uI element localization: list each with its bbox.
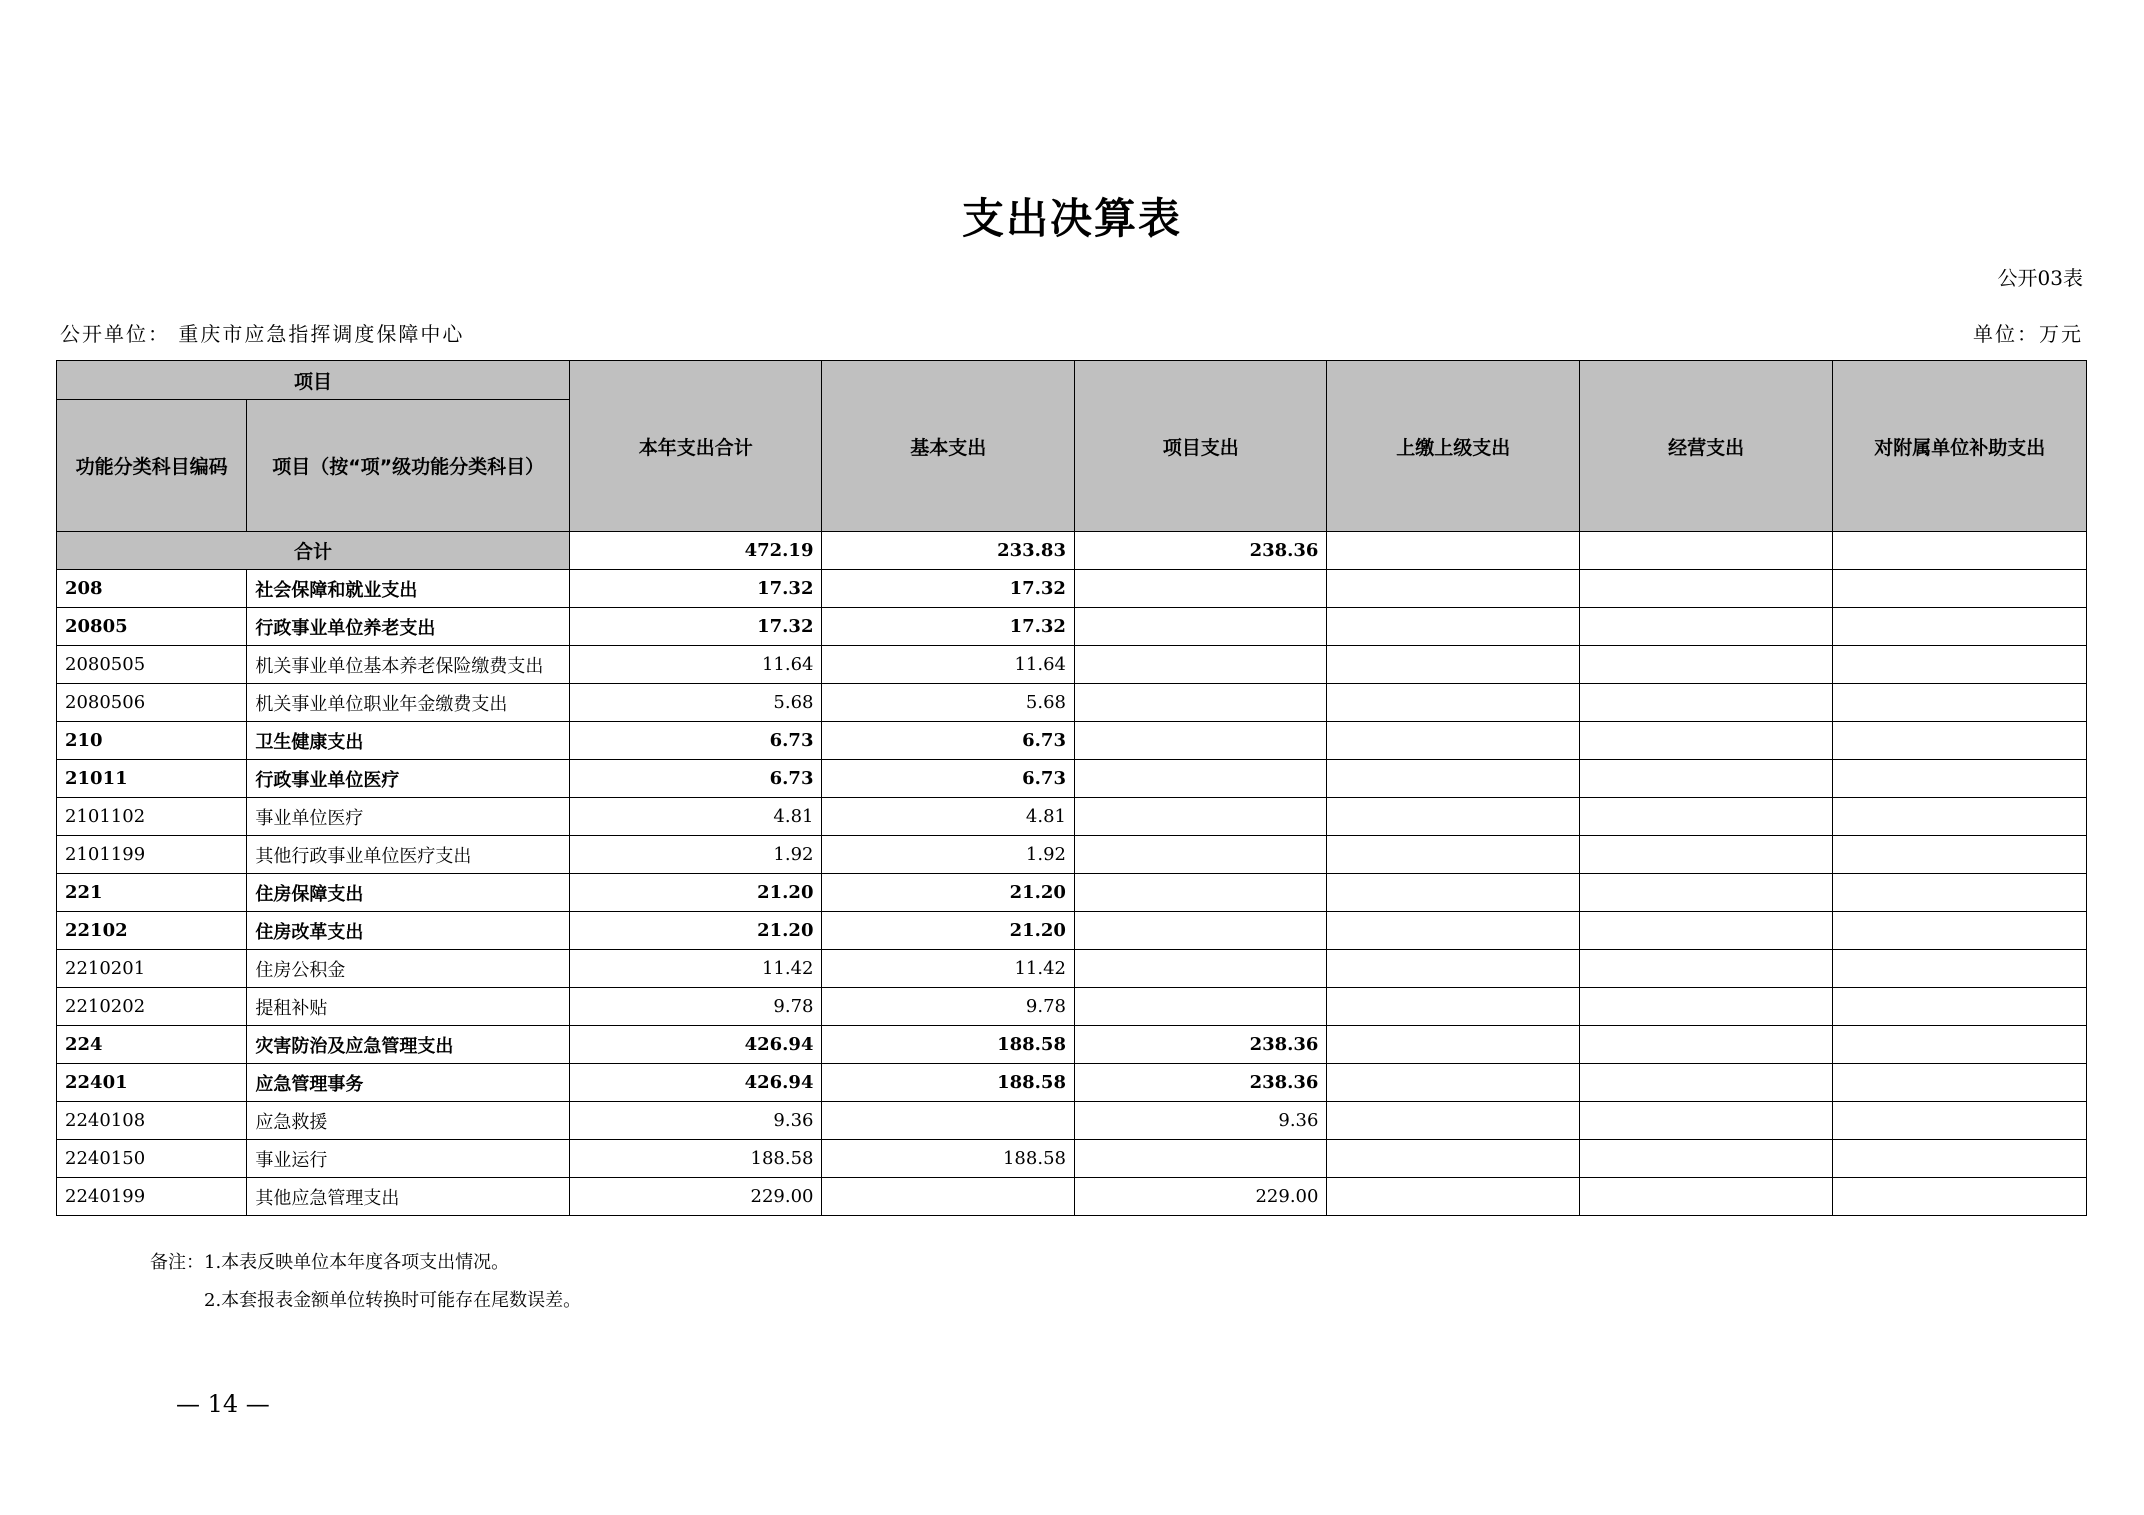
row-project <box>1074 608 1326 646</box>
row-basic: 11.64 <box>822 646 1074 684</box>
row-code: 20805 <box>57 608 247 646</box>
header-project: 项目 <box>57 361 570 400</box>
row-remit <box>1327 760 1579 798</box>
row-basic: 1.92 <box>822 836 1074 874</box>
notes <box>150 1244 581 1320</box>
row-basic: 5.68 <box>822 684 1074 722</box>
row-code: 2080505 <box>57 646 247 684</box>
note-line-1: 备注：1.本表反映单位本年度各项支出情况。 <box>150 1252 510 1273</box>
row-operating <box>1579 1026 1832 1064</box>
row-name: 事业运行 <box>247 1140 570 1178</box>
row-name: 其他应急管理支出 <box>247 1178 570 1216</box>
row-subsidy <box>1833 1064 2087 1102</box>
row-operating <box>1579 874 1832 912</box>
row-subsidy <box>1833 1026 2087 1064</box>
table-row <box>57 1178 2087 1216</box>
row-code: 2210202 <box>57 988 247 1026</box>
row-basic: 21.20 <box>822 912 1074 950</box>
row-remit <box>1327 570 1579 608</box>
row-code: 22401 <box>57 1064 247 1102</box>
row-project <box>1074 988 1326 1026</box>
row-operating <box>1579 836 1832 874</box>
row-project <box>1074 874 1326 912</box>
row-code: 2101102 <box>57 798 247 836</box>
row-total: 6.73 <box>570 760 822 798</box>
row-remit <box>1327 646 1579 684</box>
row-subsidy <box>1833 760 2087 798</box>
row-project: 229.00 <box>1074 1178 1326 1216</box>
row-remit <box>1327 1178 1579 1216</box>
row-operating <box>1579 1064 1832 1102</box>
row-subsidy <box>1833 988 2087 1026</box>
row-total: 11.64 <box>570 646 822 684</box>
row-operating <box>1579 760 1832 798</box>
row-total: 9.78 <box>570 988 822 1026</box>
row-basic <box>822 1102 1074 1140</box>
row-total: 426.94 <box>570 1064 822 1102</box>
table-row <box>57 684 2087 722</box>
row-remit <box>1327 684 1579 722</box>
row-project: 238.36 <box>1074 1026 1326 1064</box>
row-operating <box>1579 722 1832 760</box>
table-row <box>57 912 2087 950</box>
row-name: 应急救援 <box>247 1102 570 1140</box>
row-code: 2240150 <box>57 1140 247 1178</box>
row-name: 卫生健康支出 <box>247 722 570 760</box>
row-project: 9.36 <box>1074 1102 1326 1140</box>
total-c4 <box>1327 532 1579 570</box>
row-name: 事业单位医疗 <box>247 798 570 836</box>
row-total: 17.32 <box>570 570 822 608</box>
header-subsidy-expenditure: 对附属单位补助支出 <box>1833 361 2087 532</box>
table-row <box>57 798 2087 836</box>
row-total: 21.20 <box>570 912 822 950</box>
row-total: 1.92 <box>570 836 822 874</box>
row-code: 2101199 <box>57 836 247 874</box>
row-project <box>1074 684 1326 722</box>
row-code: 2240108 <box>57 1102 247 1140</box>
row-remit <box>1327 836 1579 874</box>
row-total: 17.32 <box>570 608 822 646</box>
expenditure-table <box>56 360 2087 1216</box>
row-code: 2210201 <box>57 950 247 988</box>
row-operating <box>1579 684 1832 722</box>
table-row <box>57 646 2087 684</box>
row-project <box>1074 836 1326 874</box>
row-operating <box>1579 912 1832 950</box>
table-row <box>57 1102 2087 1140</box>
table-row <box>57 760 2087 798</box>
row-project <box>1074 646 1326 684</box>
row-subsidy <box>1833 646 2087 684</box>
header-name: 项目（按“项”级功能分类科目） <box>247 400 570 532</box>
row-basic: 188.58 <box>822 1026 1074 1064</box>
row-total: 11.42 <box>570 950 822 988</box>
row-code: 208 <box>57 570 247 608</box>
row-remit <box>1327 608 1579 646</box>
row-name: 住房改革支出 <box>247 912 570 950</box>
row-basic: 21.20 <box>822 874 1074 912</box>
header-project-expenditure: 项目支出 <box>1074 361 1326 532</box>
table-row <box>57 722 2087 760</box>
table-row <box>57 874 2087 912</box>
row-remit <box>1327 798 1579 836</box>
row-subsidy <box>1833 1102 2087 1140</box>
row-name: 其他行政事业单位医疗支出 <box>247 836 570 874</box>
row-name: 行政事业单位医疗 <box>247 760 570 798</box>
row-remit <box>1327 874 1579 912</box>
row-basic: 6.73 <box>822 722 1074 760</box>
row-subsidy <box>1833 1178 2087 1216</box>
total-c6 <box>1833 532 2087 570</box>
form-number: 公开03表 <box>1997 266 2083 290</box>
row-basic <box>822 1178 1074 1216</box>
table-row <box>57 570 2087 608</box>
row-remit <box>1327 1140 1579 1178</box>
row-total: 4.81 <box>570 798 822 836</box>
row-operating <box>1579 570 1832 608</box>
row-basic: 17.32 <box>822 608 1074 646</box>
row-subsidy <box>1833 912 2087 950</box>
table-row <box>57 988 2087 1026</box>
table-row <box>57 1064 2087 1102</box>
row-subsidy <box>1833 684 2087 722</box>
row-remit <box>1327 722 1579 760</box>
row-name: 机关事业单位职业年金缴费支出 <box>247 684 570 722</box>
note-line-2: 2.本套报表金额单位转换时可能存在尾数误差。 <box>204 1290 582 1311</box>
table-row <box>57 950 2087 988</box>
row-basic: 188.58 <box>822 1140 1074 1178</box>
row-basic: 11.42 <box>822 950 1074 988</box>
row-code: 2080506 <box>57 684 247 722</box>
page-number: — 14 — <box>176 1390 270 1418</box>
table-row <box>57 836 2087 874</box>
row-project <box>1074 722 1326 760</box>
header-basic-expenditure: 基本支出 <box>822 361 1074 532</box>
row-name: 住房公积金 <box>247 950 570 988</box>
row-subsidy <box>1833 608 2087 646</box>
row-operating <box>1579 950 1832 988</box>
row-project <box>1074 950 1326 988</box>
row-project <box>1074 912 1326 950</box>
currency-unit: 单位：万元 <box>1973 322 2083 346</box>
row-total: 5.68 <box>570 684 822 722</box>
row-project: 238.36 <box>1074 1064 1326 1102</box>
row-total: 21.20 <box>570 874 822 912</box>
row-subsidy <box>1833 836 2087 874</box>
total-label: 合计 <box>57 532 570 570</box>
row-basic: 6.73 <box>822 760 1074 798</box>
row-project <box>1074 1140 1326 1178</box>
row-total: 9.36 <box>570 1102 822 1140</box>
row-subsidy <box>1833 722 2087 760</box>
row-name: 住房保障支出 <box>247 874 570 912</box>
total-row <box>57 532 2087 570</box>
table-row <box>57 1140 2087 1178</box>
row-operating <box>1579 1178 1832 1216</box>
row-total: 426.94 <box>570 1026 822 1064</box>
row-operating <box>1579 608 1832 646</box>
row-basic: 17.32 <box>822 570 1074 608</box>
row-remit <box>1327 1064 1579 1102</box>
row-name: 提租补贴 <box>247 988 570 1026</box>
row-remit <box>1327 1102 1579 1140</box>
total-c3: 238.36 <box>1074 532 1326 570</box>
row-remit <box>1327 1026 1579 1064</box>
page-title: 支出决算表 <box>961 194 1182 243</box>
row-code: 21011 <box>57 760 247 798</box>
row-name: 机关事业单位基本养老保险缴费支出 <box>247 646 570 684</box>
row-total: 6.73 <box>570 722 822 760</box>
row-basic: 4.81 <box>822 798 1074 836</box>
row-total: 229.00 <box>570 1178 822 1216</box>
row-basic: 9.78 <box>822 988 1074 1026</box>
header-remit-expenditure: 上缴上级支出 <box>1327 361 1579 532</box>
total-c1: 472.19 <box>570 532 822 570</box>
row-operating <box>1579 646 1832 684</box>
row-code: 210 <box>57 722 247 760</box>
row-project <box>1074 570 1326 608</box>
row-remit <box>1327 988 1579 1026</box>
total-c5 <box>1579 532 1832 570</box>
row-name: 行政事业单位养老支出 <box>247 608 570 646</box>
row-operating <box>1579 988 1832 1026</box>
row-code: 221 <box>57 874 247 912</box>
row-basic: 188.58 <box>822 1064 1074 1102</box>
header-operating-expenditure: 经营支出 <box>1579 361 1832 532</box>
header-total-expenditure: 本年支出合计 <box>570 361 822 532</box>
table-row <box>57 608 2087 646</box>
row-operating <box>1579 1102 1832 1140</box>
header-code: 功能分类科目编码 <box>57 400 247 532</box>
row-subsidy <box>1833 798 2087 836</box>
row-code: 2240199 <box>57 1178 247 1216</box>
row-operating <box>1579 1140 1832 1178</box>
row-name: 社会保障和就业支出 <box>247 570 570 608</box>
total-c2: 233.83 <box>822 532 1074 570</box>
row-total: 188.58 <box>570 1140 822 1178</box>
row-project <box>1074 760 1326 798</box>
row-remit <box>1327 950 1579 988</box>
row-code: 22102 <box>57 912 247 950</box>
row-name: 应急管理事务 <box>247 1064 570 1102</box>
row-subsidy <box>1833 570 2087 608</box>
row-subsidy <box>1833 950 2087 988</box>
row-code: 224 <box>57 1026 247 1064</box>
row-subsidy <box>1833 1140 2087 1178</box>
row-name: 灾害防治及应急管理支出 <box>247 1026 570 1064</box>
row-project <box>1074 798 1326 836</box>
row-operating <box>1579 798 1832 836</box>
row-subsidy <box>1833 874 2087 912</box>
reporting-unit: 公开单位： 重庆市应急指挥调度保障中心 <box>60 322 465 346</box>
table-row <box>57 1026 2087 1064</box>
row-remit <box>1327 912 1579 950</box>
